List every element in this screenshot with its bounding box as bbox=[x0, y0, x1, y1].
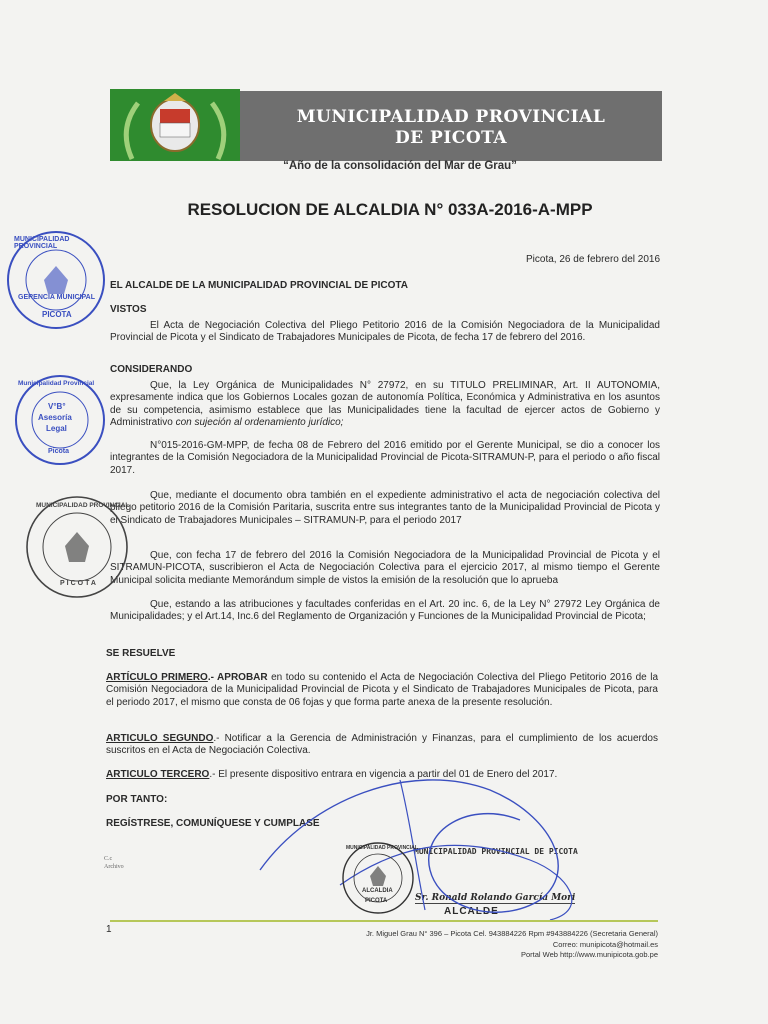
page-number: 1 bbox=[106, 924, 112, 935]
articulo-primero bbox=[106, 672, 658, 709]
art2-label: ARTICULO SEGUNDO bbox=[106, 733, 214, 744]
stamp2-outer-text: Municipalidad Provincial bbox=[18, 380, 95, 387]
header-title-line2: DE PICOTA bbox=[394, 128, 508, 148]
footer-contact bbox=[300, 929, 658, 961]
stamp4-bottom-text: PICOTA bbox=[365, 898, 388, 904]
coat-of-arms-icon bbox=[110, 89, 240, 161]
considerando-paragraph-1 bbox=[110, 380, 660, 429]
art2-text: .- Notificar a la Gerencia de Administración y Finanzas, para el cumplimiento de los acuerdos suscritos en el Acta de Negociación Colectiva. bbox=[106, 733, 658, 757]
art1-text: en todo su contenido el Acta de Negociación Colectiva del Pliego Petitorio 2016 de la Comisión Negociadora de la Municipalidad Provincial de Picota y el Sindicato de Trabajadores Municipales de Picota, para el periodo 2017, el mismo que consta de 06 fojas y que forma parte anexa de la presente resolución. bbox=[106, 672, 659, 708]
stamp3-bottom-text: PICOTA bbox=[60, 580, 98, 587]
stamp-alcaldia bbox=[340, 840, 416, 916]
signature-stamp-title: MUNICIPALIDAD PROVINCIAL DE PICOTA bbox=[414, 847, 578, 856]
vistos-text: El Acta de Negociación Colectiva del Pliego Petitorio 2016 de la Comisión Negociadora de la Municipalidad Provincial de Picota y el Sindicato de Trabajadores Municipales de Picota, de fecha 17 de febrero del 2016. bbox=[110, 320, 660, 344]
footer-web: Portal Web http://www.munipicota.gob.pe bbox=[520, 950, 658, 959]
considerando-paragraph-2: N°015-2016-GM-MPP, de fecha 08 de Febrero del 2016 emitido por el Gerente Municipal, se dio a conocer los integrantes de la Comisión Negociadora de la Municipalidad Provincial de Picota-SITRAMUN-P, para el periodo o año fiscal 2017. bbox=[110, 440, 660, 476]
stamp-gerencia-municipal bbox=[4, 228, 108, 332]
considerando-paragraph-5: Que, estando a las atribuciones y facultades conferidas en el Art. 20 inc. 6, de la Ley N° 27972 Ley Orgánica de Municipalidades; y el Art.14, Inc.6 del Reglamento de Organización y Funciones de la Municipalidad Provincial de Picota; bbox=[110, 599, 660, 623]
art3-label: ARTICULO TERCERO bbox=[106, 769, 210, 780]
footer-email: Correo: munipicota@hotmail.es bbox=[552, 939, 658, 949]
stamp2-line2: Asesoría bbox=[38, 413, 72, 422]
considerando-1-text: Que, la Ley Orgánica de Municipalidades N° 27972, en su TITULO PRELIMINAR, Art. II AUTONOMIA, expresamente indica que los Gobiernos Locales gozan de autonomía Política, Económica y Administrativa en los asuntos de su competencia, asimismo establece que las Municipalidades tiene la facultad de ejercer actos de Gobierno y Administrativo bbox=[110, 380, 660, 428]
articulo-segundo bbox=[106, 733, 658, 758]
stamp3-outer-text: MUNICIPALIDAD PROVINCIAL bbox=[36, 502, 130, 509]
art3-text: .- El presente dispositivo entrara en vigencia a partir del 01 de Enero del 2017. bbox=[209, 769, 558, 780]
archivo-label: Archivo bbox=[104, 864, 124, 870]
handwritten-signature-icon bbox=[250, 760, 600, 925]
resolution-title: RESOLUCION DE ALCALDIA N° 033A-2016-A-MPP bbox=[187, 200, 593, 219]
stamp1-bottom-text: PICOTA bbox=[42, 310, 72, 319]
stamp4-outer-text: MUNICIPALIDAD PROVINCIAL bbox=[346, 845, 418, 851]
art1-label: ARTÍCULO PRIMERO bbox=[106, 672, 208, 683]
header-logo-panel bbox=[110, 89, 240, 161]
stamp2-line3: Legal bbox=[46, 424, 67, 433]
stamp2-line1: V°B° bbox=[48, 402, 66, 411]
closing-formula: REGÍSTRESE, COMUNÍQUESE Y CUMPLASE bbox=[106, 818, 320, 829]
considerando-heading: CONSIDERANDO bbox=[110, 364, 193, 375]
considerando-paragraph-3: Que, mediante el documento obra también en el expediente administrativo el acta de negociación colectiva del pliego petitorio 2016 de la Comisión Paritaria, suscrita entre sus integrantes tanto de la Municipalidad Provincial de Picota y el Sindicato de Trabajadores Municipales – SITRAMUN-P, para el periodo 2017 bbox=[110, 490, 660, 526]
stamp1-outer-text: MUNICIPALIDAD PROVINCIAL bbox=[14, 236, 70, 250]
por-tanto: POR TANTO: bbox=[106, 794, 168, 805]
header-title-panel bbox=[240, 91, 662, 161]
signer-name: Sr. Ronald Rolando García Mori bbox=[415, 893, 576, 903]
signer-role: ALCALDE bbox=[444, 906, 499, 917]
se-resuelve-heading: SE RESUELVE bbox=[106, 648, 176, 659]
cc-label: C.c bbox=[104, 856, 113, 862]
resolution-date: Picota, 26 de febrero del 2016 bbox=[526, 254, 660, 265]
considerando-1-italic: con sujeción al ordenamiento jurídico; bbox=[175, 416, 344, 428]
vistos-heading: VISTOS bbox=[110, 304, 147, 315]
art1-lead: .- APROBAR bbox=[207, 672, 268, 683]
header-title-line1: MUNICIPALIDAD PROVINCIAL bbox=[296, 107, 606, 127]
footer-divider bbox=[110, 920, 658, 922]
stamp4-mid-text: ALCALDIA bbox=[362, 888, 393, 894]
authority-heading: EL ALCALDE DE LA MUNICIPALIDAD PROVINCIAL DE PICOTA bbox=[110, 280, 408, 291]
footer-address: Jr. Miguel Grau N° 396 – Picota Cel. 943884226 Rpm #943884226 (Secretaria General) bbox=[366, 929, 658, 938]
stamp-municipalidad-provincial bbox=[22, 492, 132, 602]
considerando-paragraph-4: Que, con fecha 17 de febrero del 2016 la Comisión Negociadora de la Municipalidad Provincial de Picota y el SITRAMUN-PICOTA, suscribieron el Acta de Negociación Colectiva para el ejercicio 2017, al mismo tiempo el Gerente Municipal solicita mediante Memorándum simple de vistos la emisión de la resolución que lo aprueba bbox=[110, 550, 660, 586]
motto: “Año de la consolidación del Mar de Grau” bbox=[283, 160, 517, 172]
stamp1-mid-text: GERENCIA MUNICIPAL bbox=[18, 294, 95, 301]
stamp-asesoria-legal bbox=[12, 372, 108, 468]
stamp2-bottom-text: Picota bbox=[48, 448, 70, 455]
